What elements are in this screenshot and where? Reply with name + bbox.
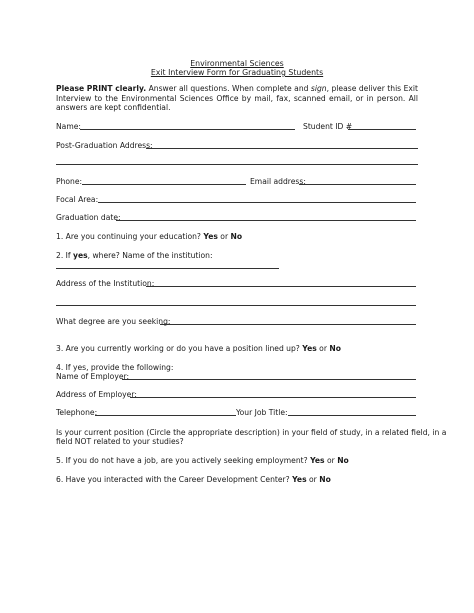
question-2-text: , where? Name of the institution: — [87, 251, 213, 260]
employer-name-field[interactable] — [122, 379, 416, 380]
focal-area-label: Focal Area: — [56, 195, 99, 204]
q3-no-option[interactable]: No — [329, 344, 341, 353]
email-label: Email address: — [250, 177, 306, 186]
post-grad-address-field[interactable] — [146, 148, 418, 149]
telephone-label: Telephone: — [56, 408, 98, 417]
sign-word: sign — [310, 84, 327, 93]
employer-name-label: Name of Employer: — [56, 372, 130, 381]
question-1 — [56, 232, 242, 242]
intro-text-b: , please deliver this Exit Interview to the Environmental Sciences Office by mail, fax, scanned email, or in person. All answers are kept confidential. — [56, 84, 418, 113]
intro-paragraph — [56, 84, 418, 113]
question-3 — [56, 344, 341, 354]
graduation-date-field[interactable] — [116, 220, 416, 221]
form-title: Exit Interview Form for Graduating Students — [150, 68, 324, 77]
phone-label: Phone: — [56, 177, 83, 186]
question-6-text: 6. Have you interacted with the Career Development Center? — [56, 475, 290, 484]
question-6 — [56, 475, 331, 485]
q5-or: or — [326, 456, 335, 465]
job-title-label-j: J — [254, 408, 257, 417]
question-1-text: 1. Are you continuing your education? — [56, 232, 201, 241]
question-4: 4. If yes, provide the following: — [56, 363, 174, 372]
intro-text-a: Answer all questions. When complete and — [146, 84, 311, 93]
q5-no-option[interactable]: No — [337, 456, 349, 465]
question-2 — [56, 251, 213, 261]
q1-no-option[interactable]: No — [230, 232, 243, 241]
question-3-text: 3. Are you currently working or do you have a position lined up? — [56, 344, 300, 353]
student-id-field[interactable] — [348, 129, 416, 130]
email-field[interactable] — [299, 184, 416, 185]
post-grad-address-label: Post-Graduation Address: — [56, 141, 153, 150]
telephone-field[interactable] — [95, 415, 236, 416]
job-title-label-your: Your — [236, 408, 255, 417]
question-5 — [56, 456, 349, 466]
institution-name-field[interactable] — [56, 268, 279, 269]
q6-no-option[interactable]: No — [319, 475, 331, 484]
q6-or: or — [309, 475, 317, 484]
q1-or: or — [220, 232, 229, 241]
print-instruction: Please PRINT clearly. — [56, 84, 147, 93]
question-5-text: 5. If you do not have a job, are you actively seeking employment? — [56, 456, 308, 465]
form-title-department: Environmental Sciences — [190, 59, 284, 68]
focal-area-field[interactable] — [98, 202, 416, 203]
q1-yes-option[interactable]: Yes — [203, 232, 218, 241]
phone-field[interactable] — [82, 184, 246, 185]
name-field[interactable] — [80, 129, 295, 130]
name-label: Name: — [56, 122, 81, 131]
institution-address-field[interactable] — [146, 286, 416, 287]
q3-or: or — [319, 344, 327, 353]
question-2-prefix: 2. If — [56, 251, 73, 260]
q3-yes-option[interactable]: Yes — [302, 344, 317, 353]
student-id-label: Student ID # — [303, 122, 353, 131]
post-grad-address-field-line2[interactable] — [56, 164, 418, 165]
q6-yes-option[interactable]: Yes — [292, 475, 307, 484]
graduation-date-label: Graduation date: — [56, 213, 121, 222]
q5-yes-option[interactable]: Yes — [310, 456, 325, 465]
employer-address-field[interactable] — [130, 397, 416, 398]
job-title-label-rest: ob Title: — [256, 408, 288, 417]
institution-address-label: Address of the Institution: — [56, 279, 155, 288]
position-question-line2: field NOT related to your studies? — [56, 437, 184, 446]
degree-field[interactable] — [160, 324, 416, 325]
job-title-field[interactable] — [288, 415, 416, 416]
employer-address-label: Address of Employer: — [56, 390, 137, 399]
institution-address-field-line2[interactable] — [56, 305, 416, 306]
position-question-line1: Is your current position (Circle the appropriate description) in your field of study, in a related field, in a — [56, 428, 447, 437]
job-title-label — [236, 408, 288, 418]
question-2-yes: yes — [73, 251, 88, 260]
degree-label: What degree are you seeking: — [56, 317, 171, 326]
